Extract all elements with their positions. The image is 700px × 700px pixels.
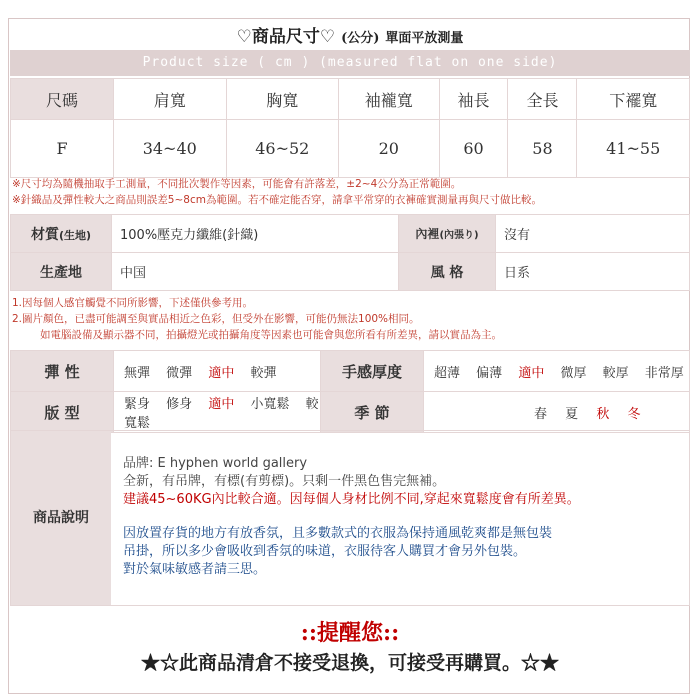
- options-row: [11, 351, 690, 392]
- thickness-option: 偏薄: [476, 365, 503, 381]
- elasticity-option: 無彈: [124, 365, 151, 381]
- color-note: 1.因每個人感官觸覺不同所影響，下述僅供參考用。: [12, 297, 254, 309]
- description-line-fragrance: 對於氣味敏感者請三思。: [123, 562, 267, 577]
- color-note: 如電腦設備及顯示器不同，拍攝燈光或拍攝角度等因素也可能會與您所看有所差異，請以實品為主。: [40, 329, 502, 341]
- color-note: 2.圖片顏色，已盡可能調至與實品相近之色彩，但受外在影響，可能仍無法100%相同。: [12, 313, 420, 325]
- reminder-heading: ::提醒您::: [300, 620, 400, 646]
- size-value-cell: 20: [339, 120, 439, 178]
- size-value-cell: 34~40: [114, 120, 227, 178]
- subtitle-banner: Product size ( cm ) (measured flat on one side): [10, 50, 690, 76]
- description-gap: [123, 509, 580, 525]
- size-header-cell: 胸寬: [226, 79, 339, 120]
- lining-label-sub: (內張り): [439, 230, 479, 241]
- size-note: ※針織品及彈性較大之商品則誤差5~8cm為範圍。若不確定能否穿，請拿平常穿的衣褲確實測量再與尺寸做比較。: [12, 194, 542, 206]
- size-header-cell: 肩寬: [114, 79, 227, 120]
- size-value-cell: 41~55: [577, 120, 690, 178]
- elasticity-options: [114, 351, 321, 392]
- season-label: 季 節: [321, 392, 424, 433]
- style-value: 日系: [496, 253, 690, 291]
- info-row: [11, 215, 690, 253]
- season-option: 夏: [565, 406, 579, 422]
- title-method: 單面平放測量: [385, 31, 464, 46]
- elasticity-label: 彈 性: [11, 351, 114, 392]
- size-header-cell: 全長: [508, 79, 577, 120]
- season-option: 春: [534, 406, 548, 422]
- options-table: [10, 350, 690, 433]
- info-table: [10, 214, 690, 291]
- elasticity-option-selected: 適中: [208, 365, 235, 381]
- description-box: [10, 430, 690, 606]
- fit-option: 修身: [166, 397, 193, 412]
- page-title: [0, 22, 700, 47]
- options-row: [11, 392, 690, 433]
- size-header-cell: 袖襱寬: [339, 79, 439, 120]
- no-return-notice: ★☆此商品清倉不接受退換，可接受再購買。☆★: [140, 652, 559, 674]
- size-table: [10, 78, 690, 178]
- fit-options: [114, 392, 321, 433]
- info-row: [11, 253, 690, 291]
- origin-label: 生產地: [11, 253, 112, 291]
- size-note: ※尺寸均為隨機抽取手工測量，不同批次製作等因素，可能會有許落差，±2~4公分為正常範圍。: [12, 178, 462, 190]
- description-line-fragrance: 因放置存貨的地方有放香氛，且多數款式的衣服為保持通風乾爽都是無包裝: [123, 526, 553, 541]
- season-option-selected: 秋: [596, 406, 610, 422]
- material-label-text: 材質: [30, 226, 59, 243]
- description-line-fragrance: 吊掛，所以多少會吸收到香氛的味道，衣服待客人購買才會另外包裝。: [123, 544, 527, 559]
- thickness-option: 微厚: [560, 365, 587, 381]
- season-options: [424, 392, 690, 433]
- thickness-options: [424, 351, 690, 392]
- color-notes: [12, 295, 502, 343]
- season-option-selected: 冬: [627, 406, 641, 422]
- fit-label: 版 型: [11, 392, 114, 433]
- origin-value: 中国: [112, 253, 399, 291]
- elasticity-option: 微彈: [166, 365, 193, 381]
- thickness-option: 超薄: [434, 365, 461, 381]
- thickness-option: 非常厚: [644, 365, 684, 381]
- thickness-option: 較厚: [602, 365, 629, 381]
- thickness-option-selected: 適中: [518, 365, 545, 381]
- material-label: [11, 215, 112, 253]
- elasticity-option: 較彈: [250, 365, 277, 381]
- size-value-cell: 58: [508, 120, 577, 178]
- lining-label: [399, 215, 496, 253]
- size-value-row: [11, 120, 690, 178]
- material-label-sub: (生地): [58, 228, 92, 242]
- size-header-cell: 尺碼: [11, 79, 114, 120]
- description-line-highlight: 建議45~60KG內比較合適。因每個人身材比例不同,穿起來寬鬆度會有所差異。: [123, 492, 580, 507]
- fit-option-selected: 適中: [208, 397, 235, 412]
- style-label: 風 格: [399, 253, 496, 291]
- description-line: 全新，有吊牌，有標(有剪標)。只剩一件黑色售完無補。: [123, 474, 446, 489]
- lining-value: 沒有: [496, 215, 690, 253]
- fit-option: 小寬鬆: [250, 397, 290, 412]
- size-header-cell: 袖長: [439, 79, 508, 120]
- title-unit: (公分): [341, 31, 380, 46]
- description-line: 品牌: E hyphen world gallery: [123, 456, 308, 471]
- description-body: [123, 455, 580, 579]
- description-label: 商品說明: [11, 431, 111, 605]
- lining-label-text: 內裡: [415, 227, 440, 241]
- material-value: 100%壓克力纖維(針織): [112, 215, 399, 253]
- fit-option: 緊身: [124, 397, 151, 412]
- size-notes: [12, 176, 542, 208]
- thickness-label: 手感厚度: [321, 351, 424, 392]
- size-header-cell: 下襬寬: [577, 79, 690, 120]
- size-value-cell: 60: [439, 120, 508, 178]
- size-value-cell: F: [11, 120, 114, 178]
- size-header-row: [11, 79, 690, 120]
- fit-option: 較寬鬆: [124, 397, 319, 431]
- size-value-cell: 46~52: [226, 120, 339, 178]
- title-main: ♡商品尺寸♡: [236, 27, 336, 47]
